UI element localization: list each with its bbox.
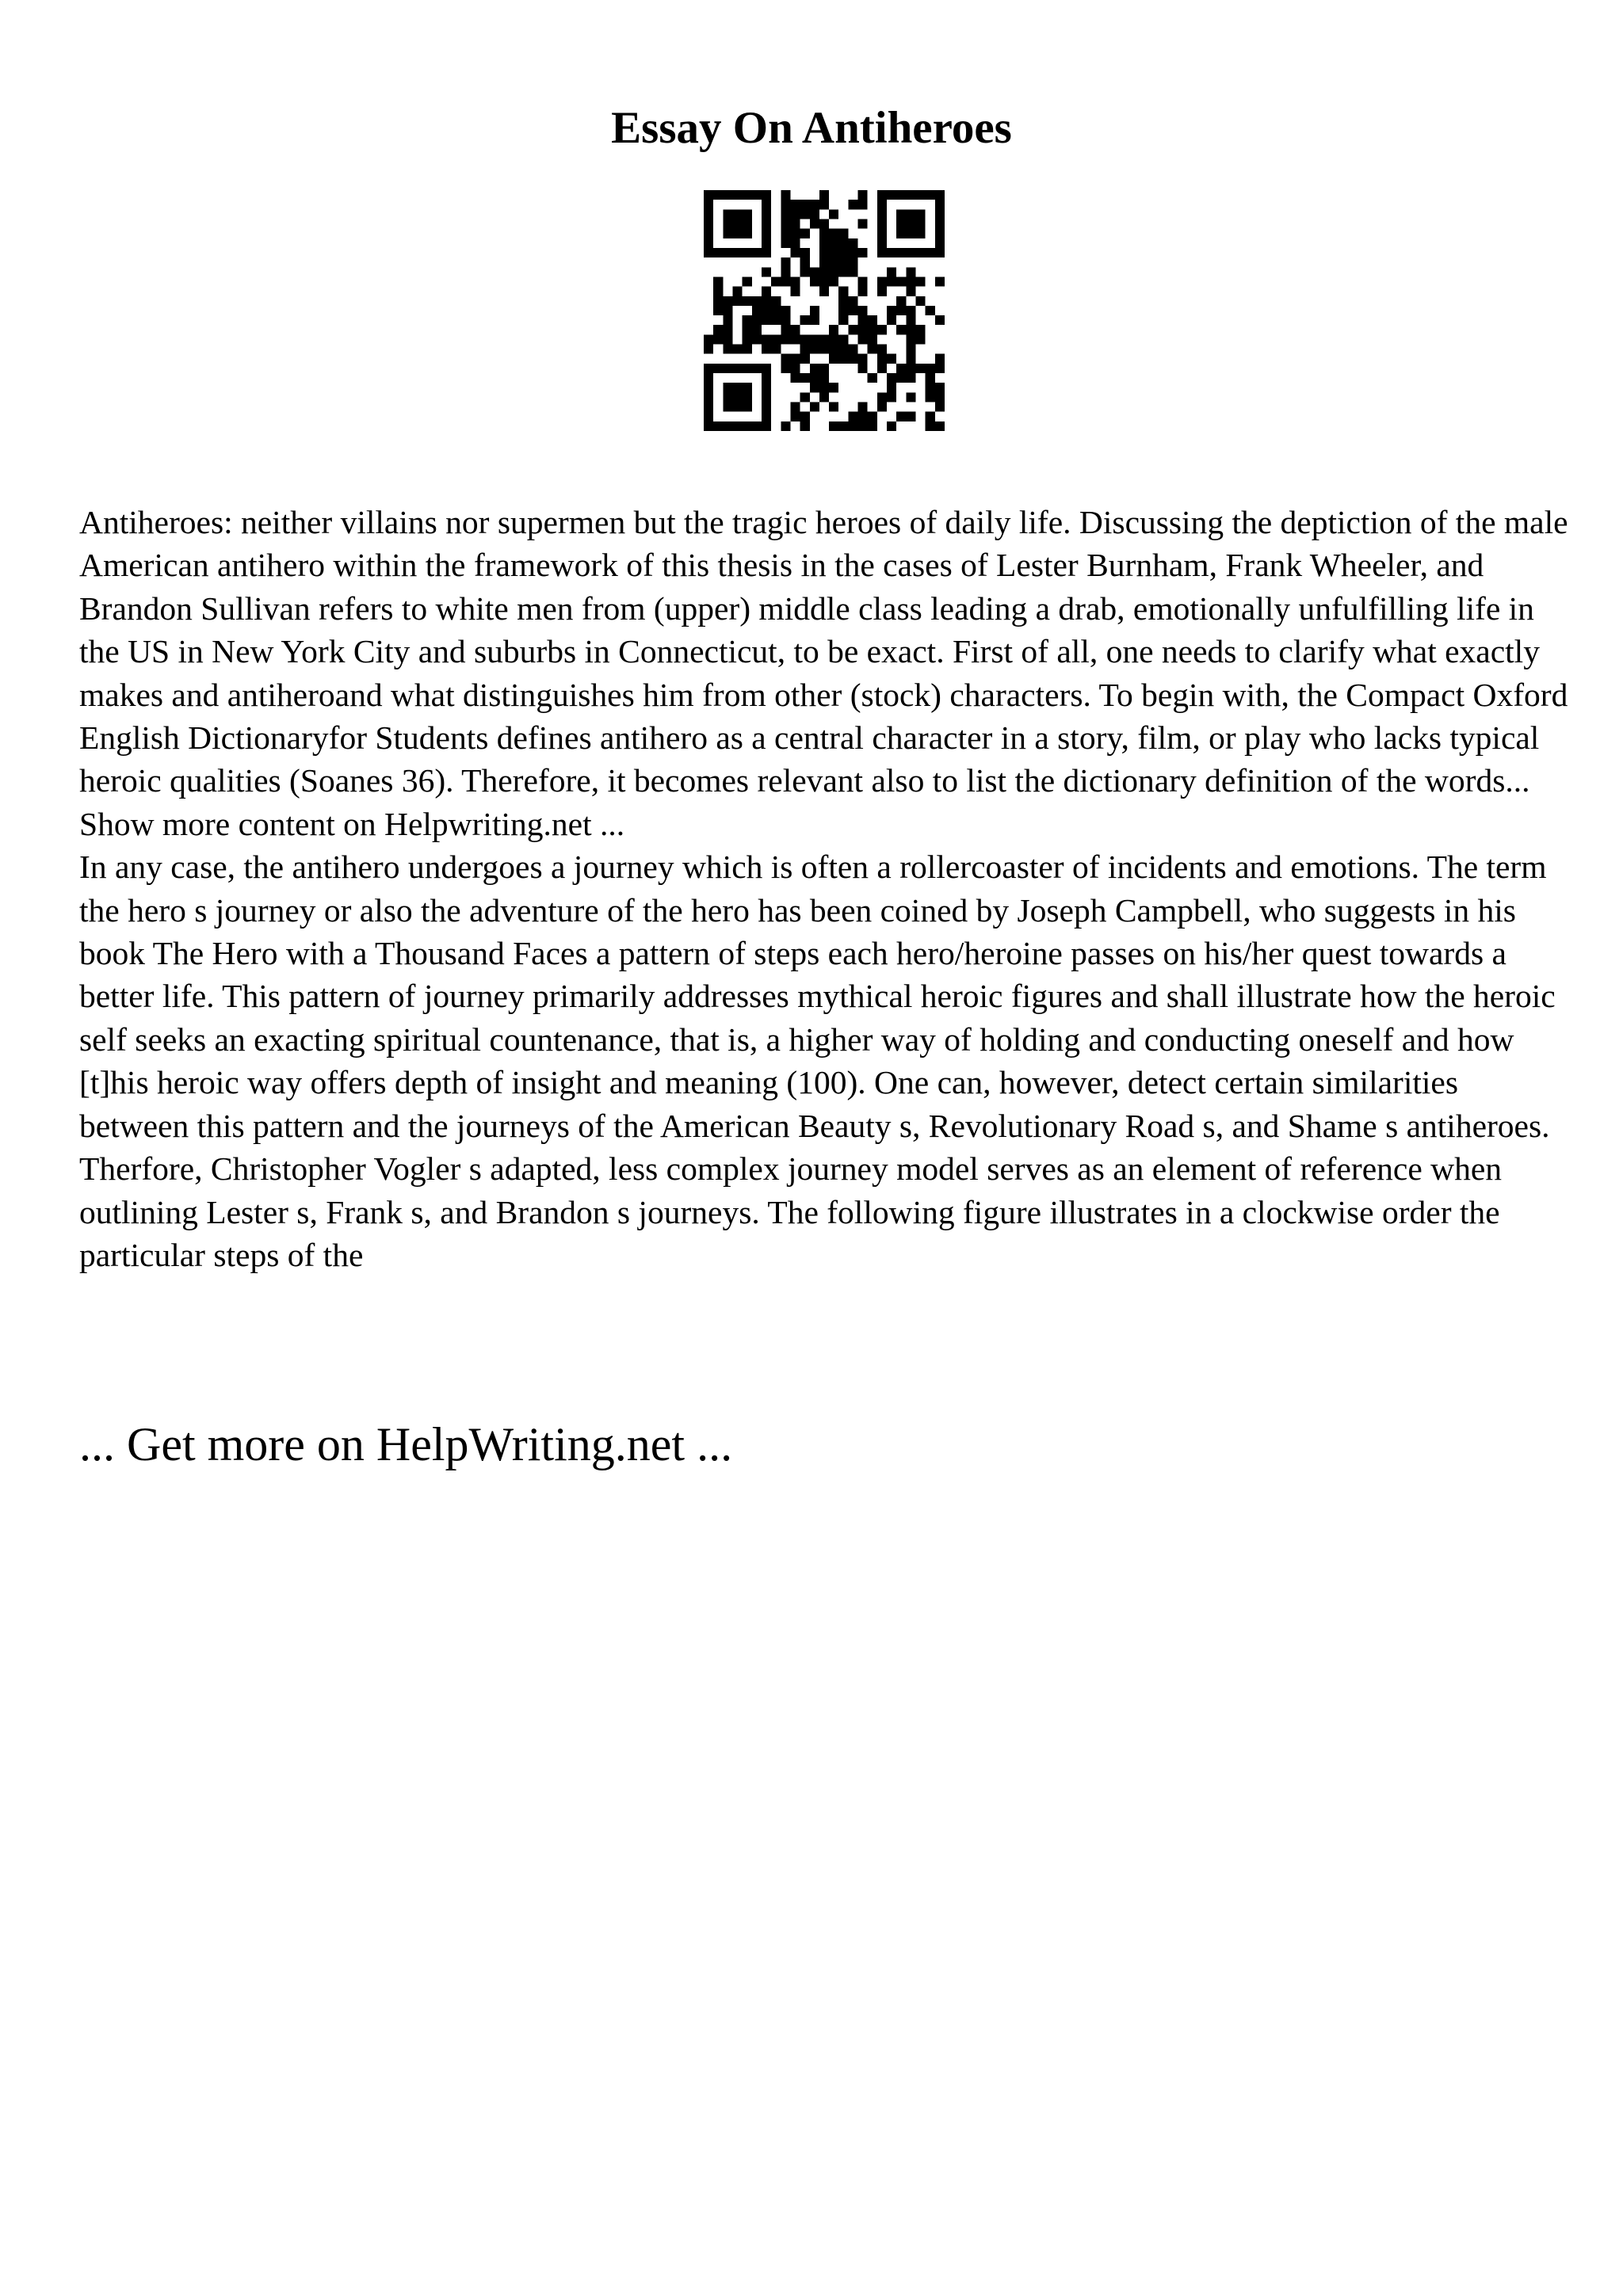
essay-paragraph-1: Antiheroes: neither villains nor supermen but the tragic heroes of daily life. Discussing the deptiction of the male American antihero within the framework of this thesis in the cases of Lester Burnham, Frank Wheeler, and Brandon Sullivan refers to white men from (upper) middle class leading a drab, emotionally unfulfilling life in the US in New York City and suburbs in Connecticut, to be exact. First of all, one needs to clarify what exactly makes and antiheroand what distinguishes him from other (stock) characters. To begin with, the Compact Oxford English Dictionaryfor Students defines antihero as a central character in a story, film, or play who lacks typical heroic qualities (Soanes 36). Therefore, it becomes relevant also to list the dictionary definition of the words... Show more content on Helpwriting.net ... xyxy=(79,504,1568,842)
get-more-link[interactable]: ... Get more on HelpWriting.net ... xyxy=(79,1418,733,1470)
essay-body xyxy=(79,501,1569,1276)
page-title: Essay On Antiheroes xyxy=(611,103,1012,153)
qr-code-image xyxy=(704,190,945,431)
essay-paragraph-2: In any case, the antihero undergoes a journey which is often a rollercoaster of incidents and emotions. The term the hero s journey or also the adventure of the hero has been coined by Joseph Campbell, who suggests in his book The Hero with a Thousand Faces a pattern of steps each hero/heroine passes on his/her quest towards a better life. This pattern of journey primarily addresses mythical heroic figures and shall illustrate how the heroic self seeks an exacting spiritual countenance, that is, a higher way of holding and conducting oneself and how [t]his heroic way offers depth of insight and meaning (100). One can, however, detect certain similarities between this pattern and the journeys of the American Beauty s, Revolutionary Road s, and Shame s antiheroes. Therfore, Christopher Vogler s adapted, less complex journey model serves as an element of reference when outlining Lester s, Frank s, and Brandon s journeys. The following figure illustrates in a clockwise order the particular steps of the xyxy=(79,849,1556,1273)
